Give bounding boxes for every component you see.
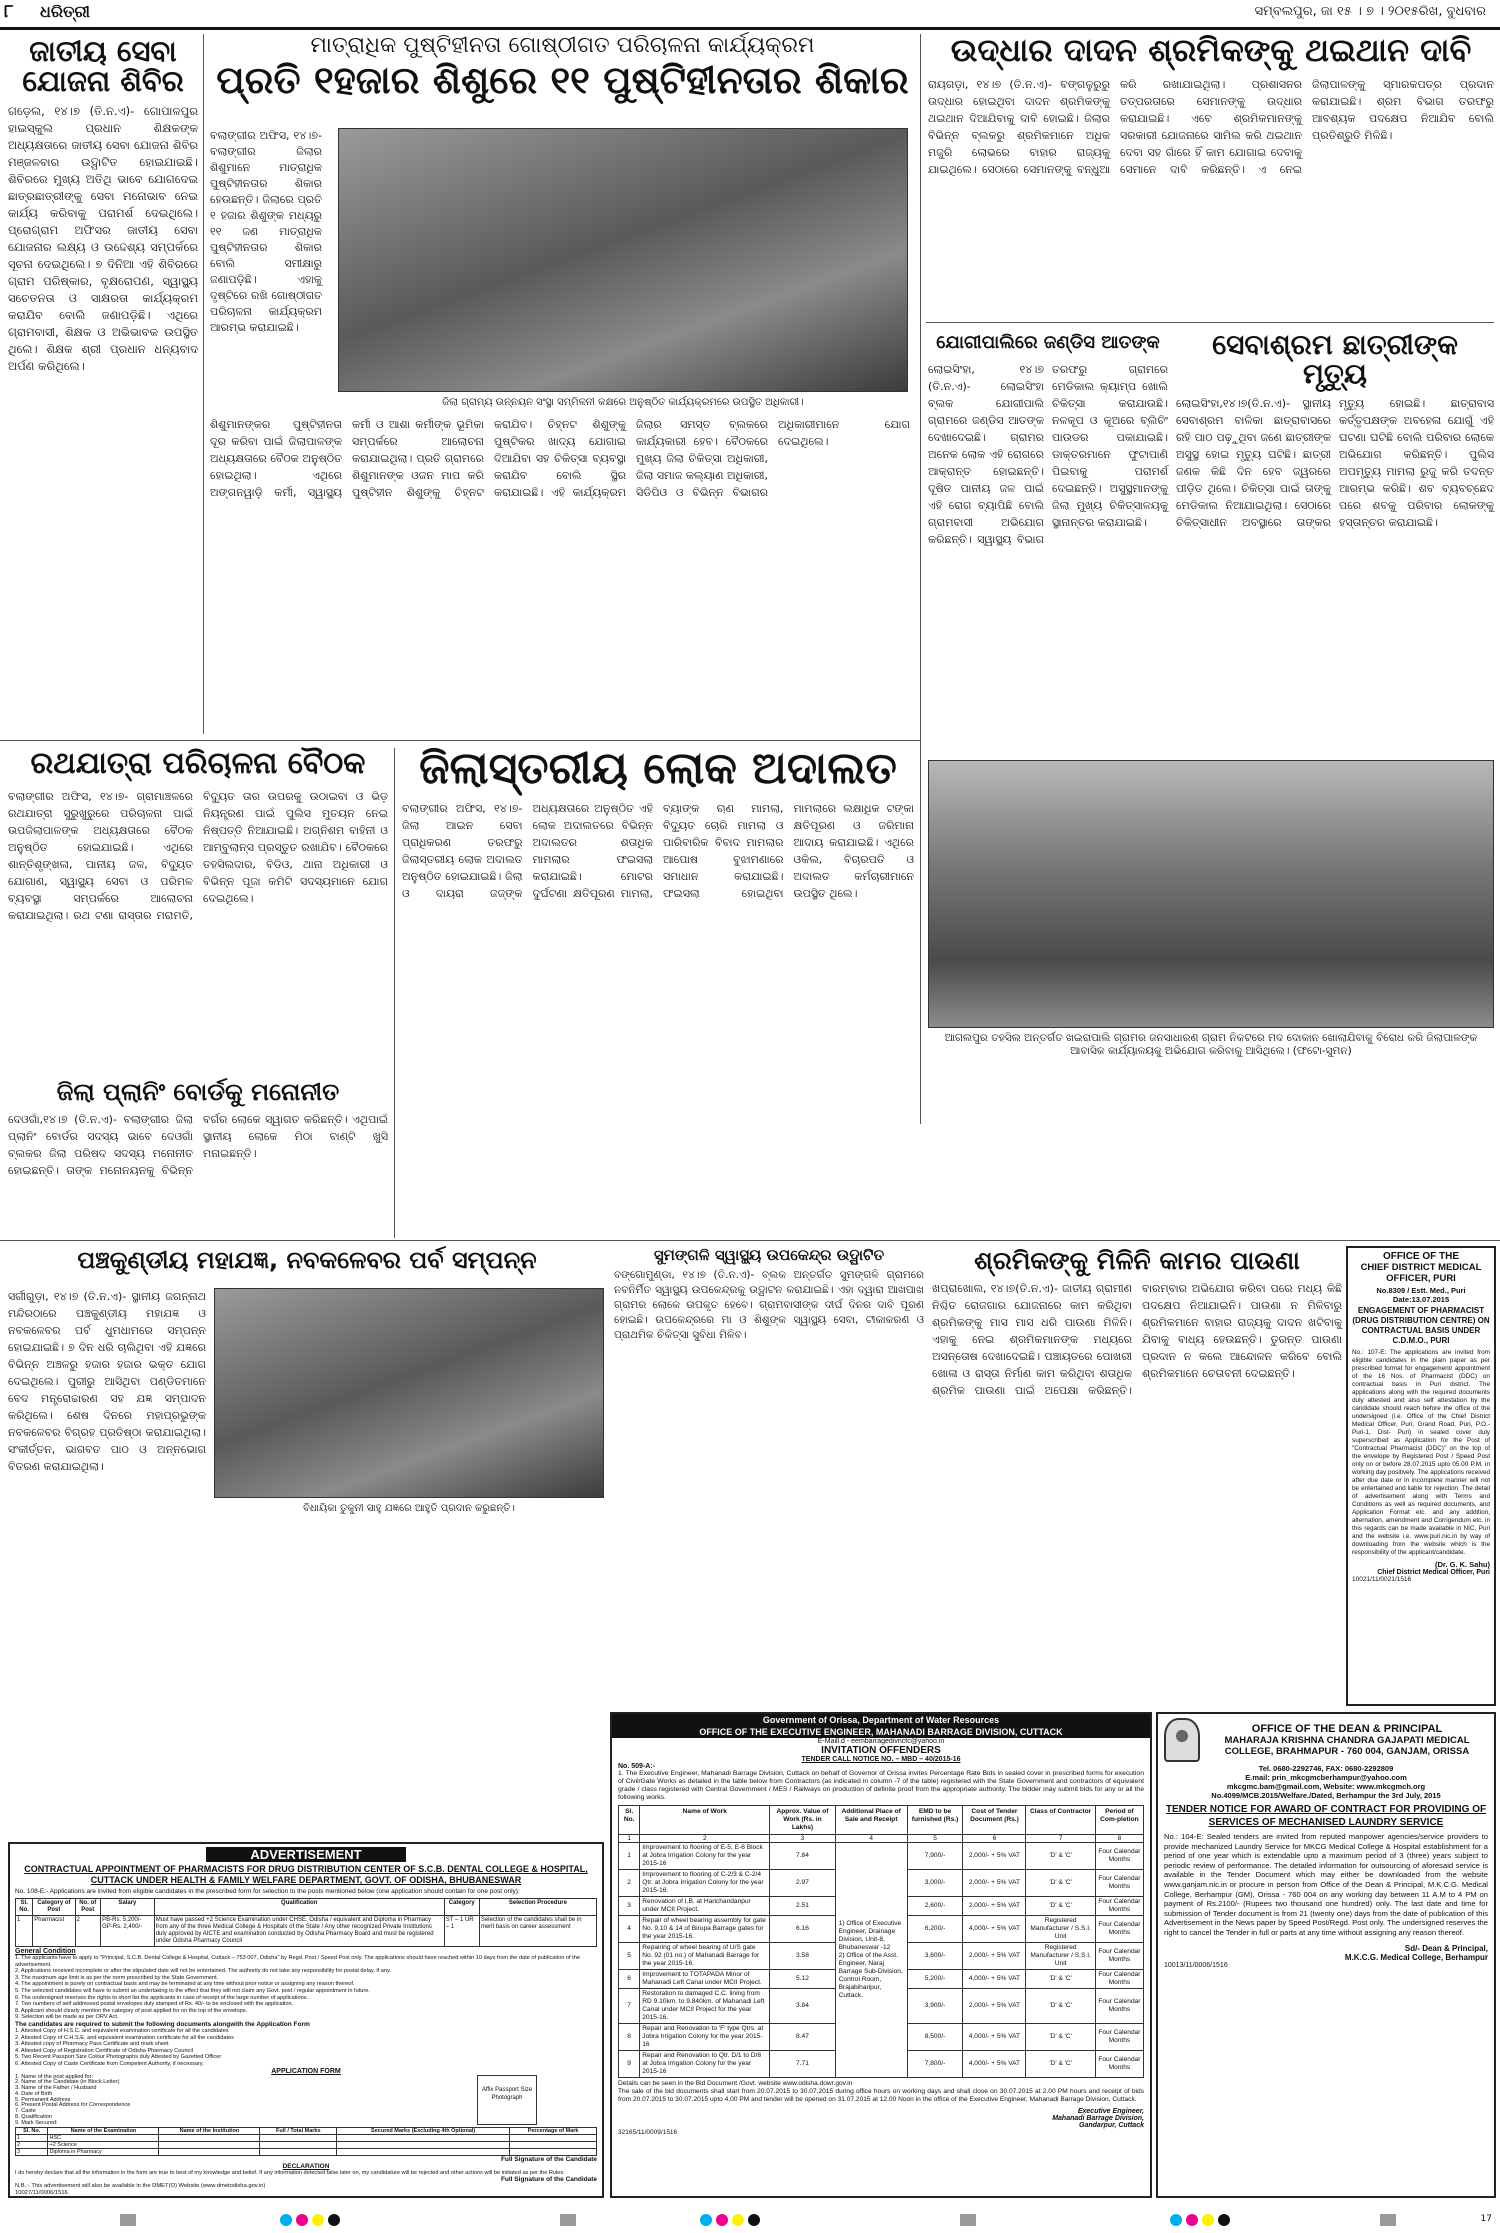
- headline-rathayatra: ରଥଯାତ୍ରା ପରିଚାଳନା ବୈଠକ: [30, 746, 366, 781]
- ad-scb-gc: 1. The applicants have to apply to "Principal, S.C.B. Dental College & Hospital, Cuttack – 753 007, Odisha" by Regd. Post / Speed Post only. The applications should have reached within 10 days from the date of publication of the advertisement. 2. Applications received incomplete or after the stipulated date will not be entertained. The authority do not take any responsibility for postal delay, if any. 3. The maximum age limit is as per the norm prescribed by the State Government. 4. The appointment is purely on contractual basis and may be terminated at any time without prior notice or assigning any reason thereof. 5. The selected candidates will have to submit an undertaking to the effect that they will not claim any Govt. post / regular appointment in future. 6. The undersigned reserves the rights to short list the applicants in case of receipt of the large number of applications. 7. Two numbers of self addressed postal envelopes duly stamped of Rs. 40/- to be enclosed with the application. 8. Applicant should clearly mention the category of post applied for on the top of the envelope. 9. Selection will be made as per ORV Act.: [15, 1955, 580, 2021]
- table-cell: 'D' & 'C': [1026, 1843, 1095, 1870]
- table-cell: Improvement to flooring of C-2/3 & C-2/4 Qtr. at Jobra Irrigation Colony for the year 2015-16.: [640, 1870, 770, 1897]
- table-cell: 2,000/- + 5% VAT: [963, 1870, 1026, 1897]
- table-header: Percentage of Mark: [510, 2127, 597, 2134]
- table-cell: 6: [619, 1970, 640, 1989]
- yagna-photo: [214, 1288, 604, 1498]
- section-rule: [926, 322, 1494, 323]
- body-bonded-labour: ରାୟଗଡ଼ା, ୧୪।୭ (ତି.ନ.ଏ)- ବଙ୍ଗଳୁରୁରୁ ଉଦ୍ଧାର ହୋଇଥିବା ଦାଦନ ଶ୍ରମିକଙ୍କୁ ଥଇଥାନ ଦିଆଯିବାକୁ ଦାବି ହୋଇଛି। ଜିଲାର ବିଭିନ୍ନ ବ୍ଲକରୁ ଶ୍ରମିକମାନେ ଅଧିକ ମଜୁରି ଲୋଭରେ ବାହାର ରାଜ୍ୟକୁ ଯାଇଥିଲେ। ସେଠାରେ ସେମାନଙ୍କୁ ବନ୍ଧୁଆ କରି ରଖାଯାଇଥିଲା। ପ୍ରଶାସନର ତତ୍ପରତାରେ ସେମାନଙ୍କୁ ଉଦ୍ଧାର କରାଯାଇଛି। ଏବେ ଶ୍ରମିକମାନଙ୍କୁ ସରକାରୀ ଯୋଜନାରେ ସାମିଲ କରି ଥଇଥାନ ଦେବା ସହ ଗାଁରେ ହିଁ କାମ ଯୋଗାଇ ଦେବାକୁ ସେମାନେ ଦାବି କରିଛନ୍ତି। ଏ ନେଇ ଜିଲାପାଳଙ୍କୁ ସ୍ମାରକପତ୍ର ପ୍ରଦାନ କରାଯାଇଛି। ଶ୍ରମ ବିଭାଗ ତରଫରୁ ଆବଶ୍ୟକ ପଦକ୍ଷେପ ନିଆଯିବ ବୋଲି ପ୍ରତିଶ୍ରୁତି ମିଳିଛି।: [928, 77, 1498, 176]
- table-cell: 3.84: [770, 1989, 835, 2024]
- table-cell: 4: [619, 1916, 640, 1943]
- table-cell: 7,900/-: [907, 1843, 963, 1870]
- table-cell: 2.97: [770, 1870, 835, 1897]
- table-colnum: 5: [907, 1835, 963, 1843]
- table-header: Category: [444, 1899, 479, 1916]
- body-rathayatra: ବଲାଙ୍ଗୀର ଅଫିସ, ୧୪।୭- ଗ୍ରାମାଞ୍ଚଳରେ ରଥଯାତ୍ରା ସୁରୁଖୁରୁରେ ପରିଚାଳନା ପାଇଁ ଉପଜିଲାପାଳଙ୍କ ଅଧ୍ୟକ୍ଷତାରେ ବୈଠକ ଅନୁଷ୍ଠିତ ହୋଇଯାଇଛି। ଏଥିରେ ଶାନ୍ତିଶୃଙ୍ଖଳା, ପାନୀୟ ଜଳ, ବିଦ୍ୟୁତ ଯୋଗାଣ, ସ୍ୱାସ୍ଥ୍ୟ ସେବା ଓ ପରିମଳ ବ୍ୟବସ୍ଥା ସମ୍ପର୍କରେ ଆଲୋଚନା କରାଯାଇଥିଲା। ରଥ ଟଣା ରାସ୍ତାର ମରାମତି, ବିଦ୍ୟୁତ ତାର ଉପରକୁ ଉଠାଇବା ଓ ଭିଡ଼ ନିୟନ୍ତ୍ରଣ ପାଇଁ ପୁଲିସ ମୁତୟନ ନେଇ ନିଷ୍ପତ୍ତି ନିଆଯାଇଛି। ଅଗ୍ନିଶମ ବାହିନୀ ଓ ଆମ୍ବୁଲାନ୍ସ ପ୍ରସ୍ତୁତ ରଖାଯିବ। ବୈଠକରେ ତହସିଲଦାର, ବିଡିଓ, ଥାନା ଅଧିକାରୀ ଓ ବିଭିନ୍ନ ପୂଜା କମିଟି ସଦସ୍ୟମାନେ ଯୋଗ ଦେଇଥିଲେ।: [8, 789, 392, 922]
- masthead-rule: [0, 27, 1500, 30]
- table-cell: Must have passed +2 Science Examination under CHSE, Odisha / equivalent and Diploma in Pharmacy from any of the three Medical College & Hospitals of the State / Any other recognized Private Institutions duly approved by AICTE and examination conducted by Odisha Pharmacy Board and must be registered under Odisha Pharmacy Council: [154, 1916, 444, 1947]
- table-cell: Improvement to TOTAPADA Minor of Mahanadi Left Canal under MCII Project.: [640, 1970, 770, 1989]
- body-wages: ଖପ୍ରାଖୋଲ, ୧୪।୭(ତି.ନ.ଏ)- ଜାତୀୟ ଗ୍ରାମୀଣ ନିଶ୍ଚିତ ରୋଜଗାର ଯୋଜନାରେ କାମ କରିଥିବା ଶ୍ରମିକଙ୍କୁ ମାସ ମାସ ଧରି ପାଉଣା ମିଳିନି। ଏହାକୁ ନେଇ ଶ୍ରମିକମାନଙ୍କ ମଧ୍ୟରେ ଅସନ୍ତୋଷ ଦେଖାଦେଇଛି। ପଞ୍ଚାୟତରେ ପୋଖରୀ ଖୋଳା ଓ ରାସ୍ତା ନିର୍ମାଣ କାମ କରିଥିବା ଶତାଧିକ ଶ୍ରମିକ ପାଉଣା ପାଇଁ ଅପେକ୍ଷା କରିଛନ୍ତି। ବାରମ୍ବାର ଅଭିଯୋଗ କରିବା ପରେ ମଧ୍ୟ କିଛି ପଦକ୍ଷେପ ନିଆଯାଇନି। ପାଉଣା ନ ମିଳିବାରୁ ଶ୍ରମିକମାନେ ବାହାର ରାଜ୍ୟକୁ ଦାଦନ ଖଟିବାକୁ ଯିବାକୁ ବାଧ୍ୟ ହେଉଛନ୍ତି। ତୁରନ୍ତ ପାଉଣା ପ୍ରଦାନ ନ କଲେ ଆନ୍ଦୋଳନ କରିବେ ବୋଲି ଶ୍ରମିକମାନେ ଚେତାବନୀ ଦେଇଛନ୍ତି।: [932, 1282, 1346, 1398]
- section-rule: [0, 1240, 1500, 1241]
- headline-mahayagna: ପଞ୍ଚକୁଣ୍ଡୀୟ ମହାଯଜ୍ଞ, ନବକଳେବର ପର୍ବ ସମ୍ପନ୍ନ: [77, 1246, 537, 1274]
- ad-puri-ref: No.8309 / Estt. Med., Puri Date:13.07.2015: [1376, 1286, 1466, 1304]
- table-cell: 3,600/-: [907, 1943, 963, 1970]
- table-cell: 3,000/-: [907, 1870, 963, 1897]
- ad-scb-gc-title: General Condition: [15, 1948, 76, 1955]
- grey-block: [1380, 2214, 1396, 2226]
- table-cell: Four Calendar Months: [1095, 1870, 1143, 1897]
- magenta-mark: [1186, 2214, 1198, 2226]
- table-header: Name of the Examination: [48, 2127, 159, 2134]
- ad-mkcg-email: E.mail: prin_mkcgmcberhampur@yahoo.com: [1245, 1773, 1407, 1782]
- magenta-mark: [296, 2214, 308, 2226]
- col-rule: [394, 748, 395, 1238]
- table-header-row: [16, 1899, 597, 1916]
- table-cell: Four Calendar Months: [1095, 1970, 1143, 1989]
- caption-protest-photo: ଆଗଲପୁର ତହସିଲ ଅନ୍ତର୍ଗତ ଖଇରାପାଲି ଗ୍ରାମର ଜନସାଧାରଣ ଗ୍ରାମ ନିକଟରେ ମଦ ଦୋକାନ ଖୋଲାଯିବାକୁ ବିରୋଧ କରି ଜିଲାପାଳଙ୍କ ଆବାସିକ କାର୍ଯ୍ୟାଳୟକୁ ଅଭିଯୋଗ କରିବାକୁ ଆସିଥିଲେ। (ଫଟୋ-ସୁମନ): [944, 1032, 1478, 1057]
- masthead: [0, 0, 1500, 26]
- table-cell: +2 Science: [48, 2141, 159, 2148]
- table-colnum: 3: [770, 1835, 835, 1843]
- table-cell: 'D' & 'C': [1026, 1989, 1095, 2024]
- grey-block: [560, 2214, 576, 2226]
- ad-tender-signer: Executive Engineer,: [1077, 2108, 1144, 2115]
- table-cell: Four Calendar Months: [1095, 1989, 1143, 2024]
- table-row: [16, 2134, 597, 2141]
- table-cell: 2: [619, 1870, 640, 1897]
- print-footer: [0, 2206, 1500, 2233]
- article-rathayatra: [8, 746, 392, 1078]
- headline-lok-adalat: ଜିଲାସ୍ତରୀୟ ଲୋକ ଅଦାଲତ: [419, 743, 897, 794]
- table-header: Class of Contractor: [1026, 1806, 1095, 1835]
- table-header: EMD to be furnished (Rs.): [907, 1806, 963, 1835]
- table-cell: 'D' & 'C': [1026, 1897, 1095, 1916]
- table-header: Approx. Value of Work (Rs. in Lakhs): [770, 1806, 835, 1835]
- ad-mkcg-code: 10013/11/0006/1516: [1164, 1961, 1228, 1969]
- table-cell: Pharmacist: [33, 1916, 75, 1947]
- table-header: Full / Total Marks: [260, 2127, 337, 2134]
- table-header: Name of Work: [640, 1806, 770, 1835]
- table-cell: 5,200/-: [907, 1970, 963, 1989]
- table-header: Secured Marks (Excluding 4th Optional): [337, 2127, 510, 2134]
- headline-nss-camp: ଜାତୀୟ ସେବା ଯୋଜନା ଶିବିର: [22, 34, 184, 99]
- protest-photo: [928, 760, 1494, 1028]
- ad-scb-form: 1. Name of the post applied for: 2. Name of the Candidate (in Block Letter) 3. Name of the Father / Husband 4. Date of Birth 5. Permanent Address 6. Present Postal Address for Correspondence 7. Caste 8. Qualification 9. Mark Secured:: [15, 2073, 131, 2126]
- table-colnum: 8: [1095, 1835, 1143, 1843]
- ad-mkcg-designation: M.K.C.G. Medical College, Berhampur: [1344, 1952, 1488, 1962]
- ad-scb-label: ADVERTISEMENT: [206, 1847, 406, 1862]
- ad-puri-body: No.: 107-E: The applications are invited from eligible candidates in the plain paper as per prescribed format for engagement/ appointment of the 16 Nos. of Pharmacist (DDC) on contractual basis in Puri district. The applications along with the required documents duly attested and also self attestation by the candidate should reach before the office of the undersigned (i.e. Office of the Chief District Medical Officer, Puri, Grand Road, Puri, P.O.- Puri-1, Dist- Puri) in sealed cover duly superscribed as Application for the Post of "Contractual Pharmacist (DDC)" on the top of the envelope by Registered Post / Speed Post only on or before 28.07.2015 upto 05.00 P.M. in working day positively. The applications received after due date or in incomplete manner will not be entertained and liable for rejection. The detail of advertisement along with Terms and Conditions as well as required documents, and Application Format etc. and any addition, alternation, amendment and Corrigendum etc. in this regards can be made available in NIC, Puri and the website i.e. www.puri.nic.in by way of downloading from the website which is the responsibility of the applicant/candidate.: [1352, 1349, 1490, 1556]
- ad-puri-title: OFFICE OF THE: [1382, 1251, 1460, 1262]
- body-nss-camp: ଗଡ଼େଲ, ୧୪।୭ (ତି.ନ.ଏ)- ଗୋପାଳପୁର ହାଇସ୍କୁଲ ପ୍ରଧାନ ଶିକ୍ଷକଙ୍କ ଅଧ୍ୟକ୍ଷତାରେ ଜାତୀୟ ସେବା ଯୋଜନା ଶିବିର ମଞ୍ଜଳବାର ଉଦ୍ଘାଟିତ ହୋଇଯାଇଛି। ଶିବିରରେ ମୁଖ୍ୟ ଅତିଥି ଭାବେ ଯୋଗଦେଇ ଛାତ୍ରଛାତ୍ରୀଙ୍କୁ ସେବା ମନୋଭାବ ନେଇ କାର୍ଯ୍ୟ କରିବାକୁ ପରାମର୍ଶ ଦେଇଥିଲେ। ପ୍ରୋଗ୍ରାମ ଅଫିସର ଜାତୀୟ ସେବା ଯୋଜନାର ଲକ୍ଷ୍ୟ ଓ ଉଦ୍ଦେଶ୍ୟ ସମ୍ପର୍କରେ ସୂଚନା ଦେଇଥିଲେ। ୭ ଦିନିଆ ଏହି ଶିବିରରେ ଗ୍ରାମ ପରିଷ୍କାର, ବୃକ୍ଷରୋପଣ, ସ୍ୱାସ୍ଥ୍ୟ ସଚେତନତା ଓ ସାକ୍ଷରତା କାର୍ଯ୍ୟକ୍ରମ କରାଯିବ ବୋଲି ଜଣାପଡ଼ିଛି। ଏଥିରେ ଗ୍ରାମବାସୀ, ଶିକ୍ଷକ ଓ ଅଭିଭାବକ ଉପସ୍ଥିତ ଥିଲେ। ଶିକ୍ଷକ ଶ୍ରୀ ପ୍ରଧାନ ଧନ୍ୟବାଦ ଅର୍ପଣ କରିଥିଲେ।: [8, 103, 202, 373]
- ad-tender-code: 32165/11/0009/1516: [618, 2129, 678, 2136]
- table-row: [619, 1843, 1144, 1870]
- ad-tender-office: OFFICE OF THE EXECUTIVE ENGINEER, MAHANADI BARRAGE DIVISION, CUTTACK: [612, 1726, 1150, 1738]
- table-header: Sl. No.: [619, 1806, 640, 1835]
- table-cell: Improvement to flooring of E-5, E-6 Block at Jobra Irrigation Colony for the year 2015-16: [640, 1843, 770, 1870]
- table-colnum: 7: [1026, 1835, 1095, 1843]
- ad-scb-form-title: APPLICATION FORM: [271, 2067, 341, 2075]
- meeting-photo: [338, 128, 908, 392]
- table-cell: 6.16: [770, 1916, 835, 1943]
- page-number: ୮: [4, 1, 14, 22]
- ad-scb-form-area: [15, 2075, 597, 2127]
- magenta-mark: [716, 2214, 728, 2226]
- ad-scb-photo-box: Affix Passport Size Photograph: [477, 2075, 537, 2125]
- body-jaundice: ଲୋଇସିଂହା, ୧୪।୭ (ତି.ନ.ଏ)- ଲୋଇସିଂହା ବ୍ଲକ ଯୋଗୀପାଲି ଗ୍ରାମରେ ଜଣ୍ଡିସ ଆତଙ୍କ ଦେଖାଦେଇଛି। ଗ୍ରାମର ଅନେକ ଲୋକ ଏହି ରୋଗରେ ଆକ୍ରାନ୍ତ ହୋଇଛନ୍ତି। ଦୂଷିତ ପାନୀୟ ଜଳ ପାଇଁ ଏହି ରୋଗ ବ୍ୟାପିଛି ବୋଲି ଗ୍ରାମବାସୀ ଅଭିଯୋଗ କରିଛନ୍ତି। ସ୍ୱାସ୍ଥ୍ୟ ବିଭାଗ ତରଫରୁ ଗ୍ରାମରେ ମେଡିକାଲ କ୍ୟାମ୍ପ ଖୋଲି ଚିକିତ୍ସା କରାଯାଉଛି। ନଳକୂପ ଓ କୂଅରେ ବ୍ଲିଚିଂ ପାଉଡର ପକାଯାଇଛି। ଡାକ୍ତରମାନେ ଫୁଟାପାଣି ପିଇବାକୁ ପରାମର୍ଶ ଦେଇଛନ୍ତି। ଅସୁସ୍ଥମାନଙ୍କୁ ଜିଲା ମୁଖ୍ୟ ଚିକିତ୍ସାଳୟକୁ ସ୍ଥାନାନ୍ତର କରାଯାଇଛି।: [928, 362, 1172, 546]
- table-cell: 1: [16, 1916, 33, 1947]
- table-cell: Renovation of I.B. at Harichandanpur under MCII Project.: [640, 1897, 770, 1916]
- table-cell: 1: [16, 2134, 48, 2141]
- table-row: [16, 2148, 597, 2155]
- table-cell: 3: [619, 1897, 640, 1916]
- table-cell: 7: [619, 1989, 640, 2024]
- ad-scb-post-table: [15, 1898, 597, 1947]
- body-mahayagna: ସର୍ଗୀଗୁଡ଼ା, ୧୪।୭ (ତି.ନ.ଏ)- ସ୍ଥାନୀୟ ଜଗନ୍ନାଥ ମନ୍ଦିରଠାରେ ପଞ୍ଚକୁଣ୍ଡୀୟ ମହାଯଜ୍ଞ ଓ ନବକଳେବର ପର୍ବ ଧୁମଧାମରେ ସମ୍ପନ୍ନ ହୋଇଯାଇଛି। ୭ ଦିନ ଧରି ଚାଲିଥିବା ଏହି ଯଜ୍ଞରେ ବିଭିନ୍ନ ଅଞ୍ଚଳରୁ ହଜାର ହଜାର ଭକ୍ତ ଯୋଗ ଦେଇଥିଲେ। ପୁରୀରୁ ଆସିଥିବା ପଣ୍ଡିତମାନେ ବେଦ ମନ୍ତ୍ରୋଚ୍ଚାରଣ ସହ ଯଜ୍ଞ ସମ୍ପାଦନ କରିଥିଲେ। ଶେଷ ଦିନରେ ମହାପ୍ରଭୁଙ୍କ ନବକଳେବର ବିଗ୍ରହ ପ୍ରତିଷ୍ଠା କରାଯାଇଥିଲା। ସଂକୀର୍ତ୍ତନ, ଭାଗବତ ପାଠ ଓ ଅନ୍ନଭୋଗ ବିତରଣ କରାଯାଇଥିଲା।: [8, 1290, 210, 1473]
- table-cell: 7,800/-: [907, 2051, 963, 2078]
- table-header: Additional Place of Sale and Receipt: [835, 1806, 907, 1835]
- table-colnum: 6: [963, 1835, 1026, 1843]
- table-cell: 'D' & 'C': [1026, 2024, 1095, 2051]
- section-rule: [0, 740, 920, 741]
- table-row: [16, 1916, 597, 1947]
- ad-tender-designation: Mahanadi Barrage Division,: [1052, 2115, 1144, 2122]
- table-cell: Four Calendar Months: [1095, 1943, 1143, 1970]
- ad-puri-code: 10021/11/0021/1516: [1352, 1576, 1412, 1583]
- grey-block: [120, 2214, 136, 2226]
- ad-mkcg-email2: mkcgmc.bam@gmail.com, Website: www.mkcgmch.org: [1226, 1782, 1426, 1791]
- table-cell: Repair and Renovation to Qtr. D/1 to D/8 at Jobra Irrigation Colony for the year 2015-16: [640, 2051, 770, 2078]
- ad-mkcg-title: OFFICE OF THE DEAN & PRINCIPAL: [1251, 1723, 1443, 1735]
- table-cell: 4,000/- + 5% VAT: [963, 1970, 1026, 1989]
- headline-health-subcentre: ସୁମଙ୍ଗଳି ସ୍ୱାସ୍ଥ୍ୟ ଉପକେନ୍ଦ୍ର ଉଦ୍ଘାଟିତ: [653, 1246, 885, 1264]
- table-cell: 5.12: [770, 1970, 835, 1989]
- ad-mkcg-signer: Sd/- Dean & Principal,: [1404, 1943, 1488, 1953]
- table-header: Salary: [101, 1899, 155, 1916]
- table-cell: HSC: [48, 2134, 159, 2141]
- table-cell: 1: [619, 1843, 640, 1870]
- table-header: Sl. No.: [16, 1899, 33, 1916]
- table-cell: 8: [619, 2024, 640, 2051]
- article-nss-camp: [8, 34, 202, 726]
- headline-malnutrition: ପ୍ରତି ୧ହଜାର ଶିଶୁରେ ୧୧ ପୁଷ୍ଟିହୀନତାର ଶିକାର: [216, 58, 909, 103]
- table-cell: 2,000/- + 5% VAT: [963, 1897, 1026, 1916]
- body-student-death: ଲୋଇସିଂହା,୧୪।୭(ତି.ନ.ଏ)- ସ୍ଥାନୀୟ ସେବାଶ୍ରମ ବାଳିକା ଛାତ୍ରାବାସରେ ରହି ପାଠ ପଢ଼ୁଥିବା ଜଣେ ଛାତ୍ରୀଙ୍କ ଅସୁସ୍ଥ ହୋଇ ମୃତ୍ୟୁ ଘଟିଛି। ଛାତ୍ରୀ ଜଣକ କିଛି ଦିନ ହେବ ଜ୍ୱରରେ ପୀଡ଼ିତ ଥିଲେ। ଚିକିତ୍ସା ପାଇଁ ତାଙ୍କୁ ମେଡିକାଲ ନିଆଯାଇଥିଲା। ସେଠାରେ ଚିକିତ୍ସାଧୀନ ଅବସ୍ଥାରେ ତାଙ୍କର ମୃତ୍ୟୁ ହୋଇଛି। ଛାତ୍ରାବାସ କର୍ତ୍ତୃପକ୍ଷଙ୍କ ଅବହେଳା ଯୋଗୁଁ ଏହି ଘଟଣା ଘଟିଛି ବୋଲି ପରିବାର ଲୋକେ ଅଭିଯୋଗ କରିଛନ୍ତି। ପୁଲିସ ଅପମୃତ୍ୟୁ ମାମଲା ରୁଜୁ କରି ତଦନ୍ତ ଆରମ୍ଭ କରିଛି। ଶବ ବ୍ୟବଚ୍ଛେଦ ପରେ ଶବକୁ ପରିବାର ଲୋକଙ୍କୁ ହସ୍ତାନ୍ତର କରାଯାଇଛି।: [1176, 396, 1498, 529]
- cyan-mark: [700, 2214, 712, 2226]
- ad-tender-footer1: Details can be seen in the Bid Document /Govt. website www.odisha.dowr.gov.in: [618, 2080, 853, 2087]
- table-cell: 'D' & 'C': [1026, 2051, 1095, 2078]
- table-cell: 2.51: [770, 1897, 835, 1916]
- ad-scb-code: 10027/11/0006/1516: [15, 2189, 68, 2196]
- article-bonded-labour: [928, 31, 1498, 334]
- kicker-malnutrition: ମାତ୍ରାଧିକ ପୁଷ୍ଟିହୀନତା ଗୋଷ୍ଠୀଗତ ପରିଚାଳନା କାର୍ଯ୍ୟକ୍ରମ: [310, 33, 815, 58]
- table-header: Cost of Tender Document (Rs.): [963, 1806, 1026, 1835]
- article-wages: [932, 1246, 1346, 1708]
- table-cell: 4,000/- + 5% VAT: [963, 2024, 1026, 2051]
- ad-mkcg: [1156, 1712, 1496, 2198]
- black-mark: [1218, 2214, 1230, 2226]
- ad-tender-place-sign: Gandarpur, Cuttack: [1079, 2122, 1144, 2129]
- cyan-mark: [280, 2214, 292, 2226]
- table-cell: 9: [619, 2051, 640, 2078]
- table-cell: 'D' & 'C': [1026, 1870, 1095, 1897]
- tender-table: [618, 1805, 1144, 2078]
- caption-meeting-photo: ଜିଲା ଗ୍ରାମ୍ୟ ଉନ୍ନୟନ ସଂସ୍ଥା ସମ୍ମିଳନୀ କକ୍ଷରେ ଅନୁଷ୍ଠିତ କାର୍ଯ୍ୟକ୍ରମରେ ଉପସ୍ଥିତ ଅଧିକାରୀ।: [442, 397, 804, 408]
- ad-tender-content: [612, 1763, 1150, 2136]
- table-cell: Registered Manufacturer / S.S.I. Unit: [1026, 1943, 1095, 1970]
- caption-yagna-photo: ବିଧାୟିକା ତୁକୁନୀ ସାହୁ ଯଜ୍ଞରେ ଆହୁତି ପ୍ରଦାନ କରୁଛନ୍ତି।: [303, 1503, 515, 1514]
- body-health-subcentre: ବଙ୍ଗୋମୁଣ୍ଡା, ୧୪।୭ (ତି.ନ.ଏ)- ବ୍ଲକ ଅନ୍ତର୍ଗତ ସୁମଙ୍ଗଳି ଗ୍ରାମରେ ନବନିର୍ମିତ ସ୍ୱାସ୍ଥ୍ୟ ଉପକେନ୍ଦ୍ରକୁ ଉଦ୍ଘାଟନ କରାଯାଇଛି। ଏହା ଦ୍ୱାରା ଆଖପାଖ ଗ୍ରାମର ଲୋକେ ଉପକୃତ ହେବେ। ଗ୍ରାମବାସୀଙ୍କ ଦୀର୍ଘ ଦିନର ଦାବି ପୂରଣ ହୋଇଛି। ଉପକେନ୍ଦ୍ରରେ ମା ଓ ଶିଶୁଙ୍କ ସ୍ୱାସ୍ଥ୍ୟ ସେବା, ଟୀକାକରଣ ଓ ପ୍ରାଥମିକ ଚିକିତ୍ସା ସୁବିଧା ମିଳିବ।: [614, 1268, 928, 1341]
- table-cell: 8.47: [770, 2024, 835, 2051]
- table-cell: 4,000/- + 5% VAT: [963, 2051, 1026, 2078]
- ad-cdmo-puri: [1346, 1246, 1496, 1706]
- article-student-death: [1176, 328, 1498, 750]
- body-lok-adalat: ବଲାଙ୍ଗୀର ଅଫିସ, ୧୪।୭- ଜିଲା ଆଇନ ସେବା ପ୍ରାଧିକରଣ ତରଫରୁ ଜିଲାସ୍ତରୀୟ ଲୋକ ଅଦାଲତ ଅନୁଷ୍ଠିତ ହୋଇଯାଇଛି। ଜିଲା ଓ ଦାୟରା ଜଜ୍ଙ୍କ ଅଧ୍ୟକ୍ଷତାରେ ଅନୁଷ୍ଠିତ ଏହି ଲୋକ ଅଦାଲତରେ ବିଭିନ୍ନ ଅଦାଲତର ଶତାଧିକ ମାମଲାର ଫଇସଲା କରାଯାଇଛି। ମୋଟର ଦୁର୍ଘଟଣା କ୍ଷତିପୂରଣ ମାମଲା, ବ୍ୟାଙ୍କ ଋଣ ମାମଲା, ବିଦ୍ୟୁତ ଚୋରି ମାମଲା ଓ ପାରିବାରିକ ବିବାଦ ମାମଲାର ଆପୋଷ ବୁଝାମଣାରେ ସମାଧାନ କରାଯାଇଛି। ଫଇସଲା ହୋଇଥିବା ମାମଲାରେ ଲକ୍ଷାଧିକ ଟଙ୍କା କ୍ଷତିପୂରଣ ଓ ଜରିମାନା ଆଦାୟ କରାଯାଇଛି। ଏଥିରେ ଓକିଲ, ବିଚାରପତି ଓ ଅଦାଲତ କର୍ମଚାରୀମାନେ ଉପସ୍ଥିତ ଥିଲେ।: [402, 802, 918, 901]
- table-cell: 2,600/-: [907, 1897, 963, 1916]
- table-cell: 2: [75, 1916, 101, 1947]
- table-cell: 'D' & 'C': [1026, 1970, 1095, 1989]
- headline-bonded-labour: ଉଦ୍ଧାର ଦାଦନ ଶ୍ରମିକଙ୍କୁ ଥଇଥାନ ଦାବି: [950, 31, 1472, 69]
- table-cell: 2,000/- + 5% VAT: [963, 1943, 1026, 1970]
- table-cell-place: 1) Office of Executive Engineer, Drainage Division, Unit-8, Bhubaneswar -12 2) Office of the Asst. Engineer, Naraj Barrage Sub-Division, Control Room, Brajabiharipur, Cuttack.: [835, 1843, 907, 2078]
- ad-mkcg-title2: MAHARAJA KRISHNA CHANDRA GAJAPATI MEDICAL COLLEGE, BRAHMAPUR - 760 004, GANJAM, ORISSA: [1224, 1735, 1470, 1757]
- table-cell: Four Calendar Months: [1095, 2051, 1143, 2078]
- table-cell: 2,000/- + 5% VAT: [963, 1989, 1026, 2024]
- col-rule: [920, 34, 921, 1124]
- table-header: Period of Com-pletion: [1095, 1806, 1143, 1835]
- table-header: No. of Post: [75, 1899, 101, 1916]
- table-header: Name of the Institution: [159, 2127, 260, 2134]
- ad-mahanadi-tender: [610, 1712, 1152, 2198]
- article-health-centre: [214, 1520, 602, 1700]
- headline-wages: ଶ୍ରମିକଙ୍କୁ ମିଳିନି କାମର ପାଉଣା: [974, 1246, 1300, 1275]
- table-cell: Repair of wheel bearing assembly for gate No. 9,10 & 14 of Birupa Barrage gates for the year 2015-16.: [640, 1916, 770, 1943]
- article-malnutrition: [210, 34, 915, 734]
- table-cell: Four Calendar Months: [1095, 1916, 1143, 1943]
- paper-name: ଧରିତ୍ରୀ: [40, 2, 90, 21]
- ad-scb-signature2: Full Signature of the Candidate: [500, 2175, 597, 2183]
- ad-scb-title: CONTRACTUAL APPOINTMENT OF PHARMACISTS FOR DRUG DISTRIBUTION CENTER OF S.C.B. DENTAL COLLEGE & HOSPITAL, CUTTACK UNDER HEALTH & FAMILY WELFARE DEPARTMENT, GOVT. OF ODISHA, BHUBANESWAR: [24, 1864, 588, 1885]
- table-cell: Diploma in Pharmacy: [48, 2148, 159, 2155]
- table-cell: 3: [16, 2148, 48, 2155]
- headline-jaundice: ଯୋଗୀପାଲିରେ ଜଣ୍ଡିସ ଆତଙ୍କ: [936, 332, 1160, 353]
- ad-tender-title: INVITATION OFFENDERS: [821, 1745, 941, 1756]
- ad-tender-notice: TENDER CALL NOTICE NO. – MBD – 40/2015-16: [801, 1756, 961, 1763]
- table-cell: Four Calendar Months: [1095, 2024, 1143, 2051]
- table-cell: 2,000/- + 5% VAT: [963, 1843, 1026, 1870]
- table-cell: 7.84: [770, 1843, 835, 1870]
- cyan-mark: [1170, 2214, 1182, 2226]
- grey-block: [960, 2214, 976, 2226]
- ad-tender-gov: Government of Orissa, Department of Water Resources: [612, 1714, 1150, 1726]
- table-cell: Registered Manufacturer / S.S.I. Unit: [1026, 1916, 1095, 1943]
- table-colnum-row: [619, 1835, 1144, 1843]
- table-cell: 7.71: [770, 2051, 835, 2078]
- table-cell: 8,500/-: [907, 2024, 963, 2051]
- ad-puri-subject: ENGAGEMENT OF PHARMACIST (DRUG DISTRIBUTION CENTRE) ON CONTRACTUAL BASIS UNDER C.D.M.O., PURI: [1352, 1306, 1490, 1345]
- black-mark: [748, 2214, 760, 2226]
- table-cell: 4,000/- + 5% VAT: [963, 1916, 1026, 1943]
- table-cell: 2: [16, 2141, 48, 2148]
- table-header: Sl. No.: [16, 2127, 48, 2134]
- ad-scb-decl: I do hereby declare that all the information in the form are true to best of my knowledge and belief. If any information detected false later on, my candidature will be rejected and other actions will be initiated as per the Rules.: [15, 2169, 565, 2176]
- yellow-mark: [1202, 2214, 1214, 2226]
- table-cell: Repairing of wheel bearing of U/S gate No. 92 (01 no.) of Mahanadi Barrage for the year 2015-16.: [640, 1943, 770, 1970]
- table-cell: Selection of the candidates shall be in merit basis on career assessment: [479, 1916, 596, 1947]
- table-header-row: [619, 1806, 1144, 1835]
- emblem-icon: [1164, 1718, 1200, 1762]
- body-planning-board: ଦେଓଗାଁ,୧୪।୭ (ତି.ନ.ଏ)- ବଲାଙ୍ଗୀର ଜିଲା ପ୍ଲାନିଂ ବୋର୍ଡର ସଦସ୍ୟ ଭାବେ ଦେଓଗାଁ ବ୍ଲକର ଜିଲା ପରିଷଦ ସଦସ୍ୟ ମନୋନୀତ ହୋଇଛନ୍ତି। ତାଙ୍କ ମନୋନୟନକୁ ବିଭିନ୍ନ ବର୍ଗର ଲୋକେ ସ୍ୱାଗତ କରିଛନ୍ତି। ଏଥିପାଇଁ ସ୍ଥାନୀୟ ଲୋକେ ମିଠା ବାଣ୍ଟି ଖୁସି ମନାଇଛନ୍ତି।: [8, 1113, 392, 1178]
- col-rule: [203, 34, 204, 734]
- table-header: Selection Procedure: [479, 1899, 596, 1916]
- table-colnum: 1: [619, 1835, 640, 1843]
- yellow-mark: [312, 2214, 324, 2226]
- table-header-row: [16, 2127, 597, 2134]
- ad-scb-nb: N.B.:- This advertisement will also be available in the DMET(O) Website (www.dmetodisha.gov.in): [15, 2182, 266, 2189]
- table-colnum: 4: [835, 1835, 907, 1843]
- black-mark: [328, 2214, 340, 2226]
- table-cell: 5: [619, 1943, 640, 1970]
- ad-scb-intro: No. 108-E:- Applications are invited from eligible candidates in the prescribed form for selection to the posts mentioned below (one application should contain for one post only):: [15, 1888, 520, 1895]
- ad-mkcg-header: [1164, 1718, 1488, 1762]
- table-cell: Four Calendar Months: [1095, 1897, 1143, 1916]
- table-cell: 6,200/-: [907, 1916, 963, 1943]
- ad-tender-email: E-Maill.d - eembarragedivnctc@yahoo.in: [817, 1738, 945, 1745]
- table-header: Qualification: [154, 1899, 444, 1916]
- ad-scb-signature: Full Signature of the Candidate: [500, 2155, 597, 2163]
- article-lok-adalat: [402, 743, 918, 1238]
- ad-mkcg-body: No.: 104-E: Sealed tenders are invited from reputed manpower agencies/service providers to provide mechanized Laundry Service for MKCG Medical College & Hospital establishment for a period of one year which is extendable upto a maximum period of 3 (three) years subject to periodic review of performance. The detailed information for outsourcing of aforesaid service is available in the Tender Document which may either be downloaded from the website www.ganjam.nic.in or procure in person from Office of the Dean & Principal, M.K.C.G. Medical College, Berhampur (GM), Orissa - 760 004 on any working day between 11 A.M to 4 PM on payment of Rs.2100/- (Rupees two thousand one hundred) only. The last date and time for submission of Tender document is from 21 (twenty one) days from the date of publication of this Advertisement in the News paper by Speed Post/Regd. Post only. The undersigned reserves the right to cancel the Tender in full or parts at any time without assigning any reason thereof.: [1164, 1832, 1488, 1937]
- table-header: Category of Post: [33, 1899, 75, 1916]
- table-cell: Restoration to damaged C.C. lining from RD 9.10km. to 9.840km. of Mahanadi Left Canal under MCII Project for the year 2015-16.: [640, 1989, 770, 2024]
- ad-mkcg-ref: No.4099/MCB.2015/Welfare./Dated, Berhampur the 3rd July, 2015: [1211, 1791, 1441, 1800]
- table-row: [16, 2141, 597, 2148]
- ad-tender-footer2: The sale of the bid documents shall start from 20.07.2015 to 30.07.2015 during office hours on working days and shall close on 30.07.2015 at 2.00 PM hours and receipt of bids from 20.07.2015 to 30.07.2015 upto 4.00 PM and tender will be opened on 31.07.2015 at 12.00 Noon in the office of the Executive Engineer, Mahanadi Barrage Division, Cuttack.: [618, 2088, 1144, 2103]
- table-cell: ST – 1 UR – 1: [444, 1916, 479, 1947]
- ad-mkcg-tel: Tel. 0680-2292746, FAX: 0680-2292809: [1258, 1764, 1394, 1773]
- headline-planning-board: ଜିଲା ପ୍ଲାନିଂ ବୋର୍ଡକୁ ମନୋନୀତ: [56, 1078, 340, 1106]
- ad-tender-no: No. 509-A:-: [618, 1763, 655, 1770]
- article-planning-board: [8, 1078, 392, 1230]
- body-malnutrition-bottom: ଶିଶୁମାନଙ୍କର ପୁଷ୍ଟିହୀନତା ଦୂର କରିବା ପାଇଁ ଜିଲାପାଳଙ୍କ ଅଧ୍ୟକ୍ଷତାରେ ବୈଠକ ଅନୁଷ୍ଠିତ ହୋଇଥିଲା। ଏଥିରେ ଅଙ୍ଗନୱାଡ଼ି କର୍ମୀ, ସ୍ୱାସ୍ଥ୍ୟ କର୍ମୀ ଓ ଆଶା କର୍ମୀଙ୍କ ଭୂମିକା ସମ୍ପର୍କରେ ଆଲୋଚନା କରାଯାଇଥିଲା। ପ୍ରତି ଗ୍ରାମରେ ଶିଶୁମାନଙ୍କ ଓଜନ ମାପ କରି ପୁଷ୍ଟିହୀନ ଶିଶୁଙ୍କୁ ଚିହ୍ନଟ କରାଯିବ। ଚିହ୍ନଟ ଶିଶୁଙ୍କୁ ପୁଷ୍ଟିକର ଖାଦ୍ୟ ଯୋଗାଇ ଦିଆଯିବା ସହ ଚିକିତ୍ସା ବ୍ୟବସ୍ଥା କରାଯିବ ବୋଲି ସ୍ଥିର କରାଯାଇଛି। ଏହି କାର୍ଯ୍ୟକ୍ରମ ଜିଲାର ସମସ୍ତ ବ୍ଲକରେ କାର୍ଯ୍ୟକାରୀ ହେବ। ବୈଠକରେ ମୁଖ୍ୟ ଜିଲା ଚିକିତ୍ସା ଅଧିକାରୀ, ଜିଲା ସମାଜ କଲ୍ୟାଣ ଅଧିକାରୀ, ସିଡିପିଓ ଓ ବିଭିନ୍ନ ବିଭାଗର ଅଧିକାରୀମାନେ ଯୋଗ ଦେଇଥିଲେ।: [210, 418, 914, 499]
- headline-student-death: ସେବାଶ୍ରମ ଛାତ୍ରୀଙ୍କ ମୃତ୍ୟୁ: [1212, 328, 1458, 391]
- dateline: ସମ୍ବଲପୁର, ଜା ୧୫ । ୭ । ୨୦୧୫ରିଖ, ବୁଧବାର: [1254, 4, 1486, 19]
- ad-mkcg-subject: TENDER NOTICE FOR AWARD OF CONTRACT FOR PROVIDING OF SERVICES OF MECHANISED LAUNDRY SERVICE: [1165, 1804, 1487, 1828]
- ad-scb-marks-table: [15, 2127, 597, 2156]
- table-cell: 3.58: [770, 1943, 835, 1970]
- table-colnum: 2: [640, 1835, 770, 1843]
- ad-scb-docs-title: The candidates are required to submit the following documents alongwith the Application Form: [15, 2020, 310, 2028]
- ad-scb-dental: [8, 1842, 604, 2198]
- footer-page-no: 17: [1480, 2214, 1492, 2224]
- ad-puri-title2: CHIEF DISTRICT MEDICAL OFFICER, PURI: [1360, 1262, 1482, 1284]
- table-cell: PB-Rs. 5,200/- GP-Rs. 2,400/-: [101, 1916, 155, 1947]
- body-malnutrition-left: ବଲାଙ୍ଗୀର ଅଫିସ, ୧୪।୭- ବଲାଙ୍ଗୀର ଜିଲାର ଶିଶୁମାନେ ମାତ୍ରାଧିକ ପୁଷ୍ଟିହୀନତାର ଶିକାର ହେଉଛନ୍ତି। ଜିଲାରେ ପ୍ରତି ୧ ହଜାର ଶିଶୁଙ୍କ ମଧ୍ୟରୁ ୧୧ ଜଣ ମାତ୍ରାଧିକ ପୁଷ୍ଟିହୀନତାର ଶିକାର ବୋଲି ସମୀକ୍ଷାରୁ ଜଣାପଡ଼ିଛି। ଏହାକୁ ଦୃଷ୍ଟିରେ ରଖି ଗୋଷ୍ଠୀଗତ ପରିଚାଳନା କାର୍ଯ୍ୟକ୍ରମ ଆରମ୍ଭ କରାଯାଇଛି।: [210, 129, 326, 334]
- article-health-subcentre: [614, 1246, 928, 1388]
- table-cell: Repair and Renovation to 'F' type Qtrs. at Jobra Irrigation Colony for the year 2015-16: [640, 2024, 770, 2051]
- yellow-mark: [732, 2214, 744, 2226]
- ad-puri-designation: Chief District Medical Officer, Puri: [1377, 1569, 1490, 1576]
- table-cell: Four Calendar Months: [1095, 1843, 1143, 1870]
- table-cell: 3,900/-: [907, 1989, 963, 2024]
- ad-puri-signer: (Dr. G. K. Sahu): [1434, 1560, 1490, 1569]
- ad-tender-intro: 1. The Executive Engineer, Mahanadi Barrage Division, Cuttack on behalf of Governor of Orissa invites Percentage Rate Bids in sealed cover in prescribed forms for execution of Civil/Gate Works as detailed in the table below from Contractors (as indicated in column -7 of the table) registered with the State Government and contractors of equivalent grade / class registered with Central Government / MES / Railways on production of definite proof from the appropriate authority. The bidder may submit bids for any or all the following works.: [618, 1770, 1144, 1801]
- ad-scb-decl-title: DECLARATION: [282, 2162, 330, 2170]
- ad-scb-docs: 1. Attested Copy of H.S.C. and equivalent examination certificate for all the candidates 2. Attested Copy of C.H.S.E. and equivalent examination certificate for all the candidates 3. Attested copy of Pharmacy Pass Certificate and mark sheet 4. Attested Copy of Registration Certificate of Odisha Pharmacy Council 5. Two Recent Passport Size Colour Photographs duly Attested by Gazetted Officer 6. Attested Copy of Caste Certificate from Competent Authority, if necessary.: [15, 2027, 234, 2067]
